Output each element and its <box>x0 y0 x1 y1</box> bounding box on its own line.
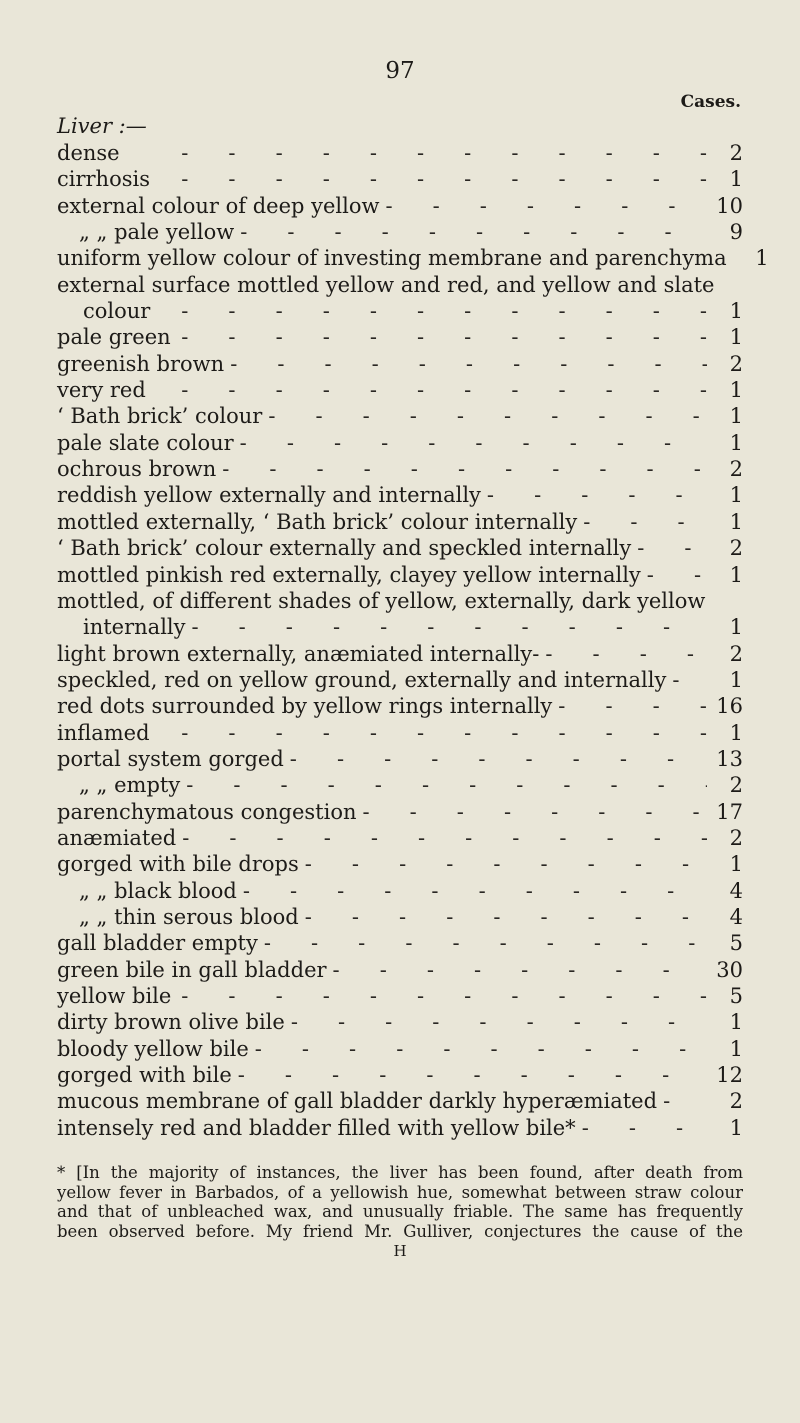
case-count: 1 <box>729 1115 743 1140</box>
list-item <box>57 957 743 983</box>
finding-label: gorged with bile drops <box>57 852 299 877</box>
list-item <box>57 720 743 746</box>
case-count: 5 <box>729 984 743 1008</box>
footnote-line: been observed before. My friend Mr. Gulliver, conjectures the cause of the <box>57 1221 743 1241</box>
case-count: 9 <box>729 220 743 245</box>
case-count: 1 <box>755 246 769 271</box>
case-count: 1 <box>729 615 743 640</box>
page-number: 97 <box>385 58 415 84</box>
dot-leader <box>230 351 707 377</box>
finding-label: yellow bile <box>57 984 172 1008</box>
list-item <box>57 535 743 561</box>
dot-leader <box>637 535 707 561</box>
dot-leader <box>182 825 707 851</box>
case-count: 30 <box>716 957 743 982</box>
dot-leader <box>305 904 707 930</box>
list-item <box>57 482 743 508</box>
dot-leader <box>238 1062 707 1088</box>
finding-label: gorged with bile <box>57 1063 232 1088</box>
case-count: 5 <box>729 931 743 956</box>
case-count: 2 <box>729 825 743 850</box>
list-item <box>57 746 743 772</box>
list-item <box>57 1036 743 1062</box>
dot-leader <box>192 614 708 640</box>
list-item <box>57 930 743 956</box>
case-count: 2 <box>729 1089 743 1114</box>
case-count: 1 <box>729 378 743 403</box>
list-item <box>57 772 743 798</box>
dot-leader <box>385 193 707 219</box>
list-item <box>57 904 743 930</box>
dot-leader <box>333 957 707 983</box>
finding-label: ochrous brown <box>57 457 217 482</box>
dot-leader <box>255 1036 707 1062</box>
list-item <box>57 825 743 851</box>
cases-column-header: Cases. <box>680 92 741 112</box>
case-count: 1 <box>729 720 743 745</box>
dot-leader <box>177 983 707 1009</box>
case-count: 2 <box>729 536 743 561</box>
finding-label: reddish yellow externally and internally <box>57 483 481 508</box>
list-item <box>57 245 769 271</box>
case-count: 2 <box>729 773 743 798</box>
finding-label: mottled externally, ‘ Bath brick’ colour internally <box>57 509 578 534</box>
list-item <box>57 641 743 667</box>
finding-label: mottled pinkish red externally, clayey yellow internally <box>57 562 641 587</box>
dot-leader <box>582 1115 707 1141</box>
footnote-line: * [In the majority of instances, the liver has been found, after death from <box>57 1163 743 1183</box>
list-item <box>57 193 743 219</box>
case-count: 1 <box>729 167 743 192</box>
case-count: 2 <box>729 141 743 165</box>
finding-label: mucous membrane of gall bladder darkly hyperæmiated <box>57 1089 658 1114</box>
case-count: 10 <box>716 193 743 218</box>
dot-leader <box>152 377 707 403</box>
case-count: 12 <box>716 1063 743 1088</box>
finding-label: portal system gorged <box>57 746 284 771</box>
dot-leader <box>156 720 707 746</box>
finding-label: external colour of deep yellow <box>57 193 380 218</box>
dot-leader <box>363 799 708 825</box>
dot-leader <box>186 772 707 798</box>
list-item <box>57 983 743 1009</box>
list-item <box>57 324 743 350</box>
finding-label: ‘ Bath brick’ colour externally and speckled internally <box>57 536 632 561</box>
dot-leader <box>240 430 707 456</box>
case-count: 1 <box>729 562 743 587</box>
footnote-line: yellow fever in Barbados, of a yellowish hue, somewhat between straw colour <box>57 1182 743 1202</box>
dot-leader <box>583 509 707 535</box>
list-item <box>57 562 743 588</box>
list-item <box>57 219 743 245</box>
list-item <box>57 614 743 640</box>
list-item <box>57 140 743 166</box>
finding-label: bloody yellow bile <box>57 1036 249 1061</box>
dot-leader <box>264 930 707 956</box>
footnote <box>57 1163 743 1241</box>
list-item <box>57 693 743 719</box>
findings-list <box>57 140 769 1141</box>
list-item <box>57 588 743 614</box>
case-count: 1 <box>729 430 743 455</box>
list-item <box>57 1062 743 1088</box>
finding-label: „ „ black blood <box>79 878 237 903</box>
dot-leader <box>487 482 707 508</box>
dot-leader <box>305 851 707 877</box>
list-item <box>57 878 743 904</box>
dot-leader <box>240 219 707 245</box>
case-count: 1 <box>729 299 743 324</box>
case-count: 1 <box>729 1010 743 1035</box>
finding-label: ‘ Bath brick’ colour <box>57 404 263 429</box>
case-count: 1 <box>729 404 743 429</box>
finding-label: anæmiated <box>57 825 177 850</box>
list-item <box>57 166 743 192</box>
case-count: 1 <box>729 509 743 534</box>
dot-leader <box>672 667 707 693</box>
dot-leader <box>156 166 707 192</box>
list-item <box>57 509 743 535</box>
dot-leader <box>177 324 707 350</box>
list-item <box>57 1088 743 1114</box>
finding-label: „ „ empty <box>79 773 181 798</box>
dot-leader <box>545 641 707 667</box>
list-item <box>57 272 743 298</box>
finding-label: „ „ thin serous blood <box>79 904 299 929</box>
case-count: 2 <box>729 457 743 482</box>
list-item <box>57 430 743 456</box>
signature-mark: H <box>393 1242 407 1261</box>
dot-leader <box>243 878 707 904</box>
finding-label: speckled, red on yellow ground, externally and internally <box>57 667 667 692</box>
case-count: 4 <box>729 878 743 903</box>
case-count: 13 <box>716 746 743 771</box>
dot-leader <box>663 1088 707 1114</box>
list-item <box>57 1115 743 1141</box>
finding-label: parenchymatous congestion <box>57 799 357 824</box>
finding-label: cirrhosis <box>57 167 150 192</box>
list-item <box>57 851 743 877</box>
finding-label: greenish brown <box>57 351 225 376</box>
finding-label: dirty brown olive bile <box>57 1010 285 1035</box>
dot-leader <box>268 403 707 429</box>
case-count: 1 <box>729 483 743 508</box>
list-item <box>57 456 743 482</box>
case-count: 1 <box>729 667 743 692</box>
finding-label: very red <box>57 378 146 403</box>
finding-label: inflamed <box>57 720 150 745</box>
case-count: 1 <box>729 325 743 350</box>
case-count: 2 <box>729 641 743 666</box>
case-count: 4 <box>729 904 743 929</box>
list-item <box>57 377 743 403</box>
list-item <box>57 799 743 825</box>
dot-leader <box>126 140 707 166</box>
list-item <box>57 667 743 693</box>
finding-label: external surface mottled yellow and red, and yellow and slate <box>57 272 715 297</box>
finding-label: pale green <box>57 325 171 350</box>
finding-label: colour <box>83 299 151 324</box>
case-count: 2 <box>729 351 743 376</box>
list-item <box>57 1009 743 1035</box>
case-count: 17 <box>716 799 743 824</box>
finding-label: light brown externally, anæmiated internally- <box>57 641 540 666</box>
dot-leader <box>222 456 707 482</box>
finding-label: dense <box>57 141 120 165</box>
finding-label: intensely red and bladder filled with yellow bile* <box>57 1115 576 1140</box>
list-item <box>57 351 743 377</box>
list-item <box>57 403 743 429</box>
finding-label: mottled, of different shades of yellow, externally, dark yellow <box>57 588 706 613</box>
dot-leader <box>291 1009 707 1035</box>
dot-leader <box>647 562 707 588</box>
dot-leader <box>156 298 707 324</box>
finding-label: gall bladder empty <box>57 931 258 956</box>
dot-leader <box>290 746 707 772</box>
finding-label: „ „ pale yellow <box>79 220 235 245</box>
footnote-line: and that of unbleached wax, and unusually friable. The same has frequently <box>57 1202 743 1222</box>
list-item <box>57 298 743 324</box>
finding-label: green bile in gall bladder <box>57 957 327 982</box>
finding-label: red dots surrounded by yellow rings internally <box>57 694 553 719</box>
section-title: Liver :— <box>57 114 147 138</box>
case-count: 1 <box>729 852 743 877</box>
finding-label: uniform yellow colour of investing membrane and parenchyma <box>57 246 727 271</box>
case-count: 16 <box>716 694 743 719</box>
finding-label: pale slate colour <box>57 430 234 455</box>
finding-label: internally <box>83 615 186 640</box>
case-count: 1 <box>729 1036 743 1061</box>
dot-leader <box>558 693 707 719</box>
